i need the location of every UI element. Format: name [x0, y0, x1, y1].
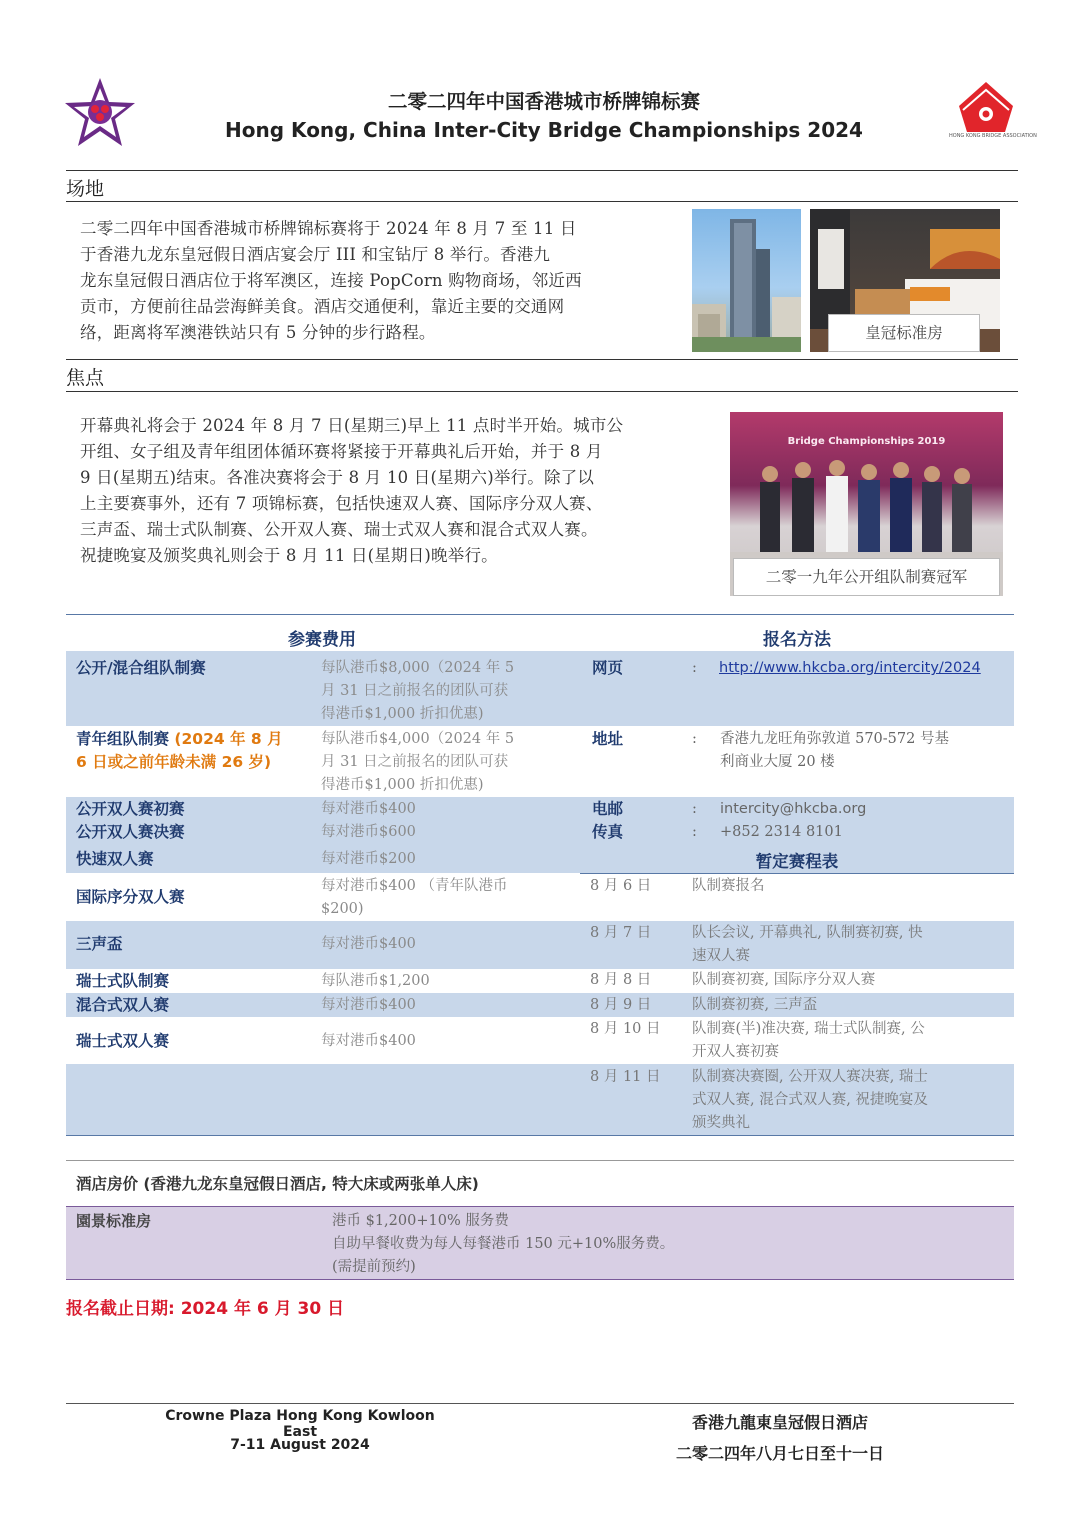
divider: [66, 1160, 1014, 1161]
focus-heading: 焦点: [66, 367, 105, 389]
fee-value-youth-team: 每队港币$4,000（2024 年 5 月 31 日之前报名的团队可获 得港币$1,000 折扣优惠): [321, 731, 515, 793]
fee-label-open-pairs-prelim: 公开双人赛初赛: [76, 800, 185, 818]
youth-age-note: (2024 年 8 月: [169, 730, 283, 748]
venue-text: 二零二四年中国香港城市桥牌锦标赛将于 2024 年 8 月 7 至 11 日 于香港九龙东皇冠假日酒店宴会厅 III 和宝钻厅 8 举行。香港九 龙东皇冠假日酒店位于将军澳区，连接 PopCorn 购物商场，邻近西 贡市，方便前往品尝海鲜美食。酒店交通便利，靠近主要的交通网 络，距离将军澳港铁站只有 5 分钟的步行路程。: [80, 219, 582, 342]
fee-value-mixed-pairs: 每对港币$400: [321, 997, 416, 1013]
hotel-room-price: 港币 $1,200+10% 服务费 自助早餐收费为每人每餐港币 150 元+10%服务费。 (需提前预约): [332, 1213, 675, 1275]
fee-label-mixed-pairs: 混合式双人赛: [76, 996, 170, 1014]
schedule-date: 8 月 7 日: [590, 925, 652, 941]
fee-label-swiss-pairs: 瑞士式双人赛: [76, 1032, 170, 1050]
divider: [66, 170, 1018, 171]
hotel-tower-photo: [692, 209, 801, 352]
registration-address: 香港九龙旺角弥敦道 570-572 号基 利商业大厦 20 楼: [720, 731, 949, 770]
venue-heading: 场地: [66, 178, 105, 200]
footer-venue-cn: 香港九龍東皇冠假日酒店: [691, 1413, 868, 1432]
footer-divider: [66, 1403, 1014, 1404]
schedule-date: 8 月 10 日: [590, 1021, 661, 1037]
association-logo-right: [949, 80, 1037, 146]
fee-label-speed-pairs: 快速双人赛: [76, 850, 154, 868]
divider: [66, 201, 1018, 202]
divider: [66, 614, 1014, 615]
schedule-heading: 暂定赛程表: [755, 852, 839, 871]
registration-sep: :: [692, 660, 697, 676]
association-logo-text: HONG KONG BRIDGE ASSOCIATION: [949, 133, 1037, 139]
fee-label-swiss-team: 瑞士式队制赛: [76, 972, 170, 990]
fee-label-open-pairs-final: 公开双人赛决赛: [76, 823, 185, 841]
schedule-date: 8 月 8 日: [590, 972, 652, 988]
schedule-events: 队长会议, 开幕典礼, 队制赛初赛, 快 速双人赛: [692, 925, 923, 964]
band: [66, 797, 1014, 845]
divider: [66, 359, 1018, 360]
title-en: Hong Kong, China Inter-City Bridge Championships 2024: [225, 118, 863, 142]
schedule-date: 8 月 6 日: [590, 878, 652, 894]
fee-value-butler-pairs: 每对港币$400 （青年队港币 $200): [321, 878, 508, 917]
registration-heading: 报名方法: [763, 630, 831, 650]
fee-value-swiss-team: 每队港币$1,200: [321, 973, 430, 989]
band: [66, 993, 1014, 1017]
divider: [66, 1135, 1014, 1136]
registration-deadline: 报名截止日期: 2024 年 6 月 30 日: [66, 1299, 345, 1319]
champions-photo-caption: 二零一九年公开组队制赛冠军: [733, 558, 1000, 596]
hotel-heading: 酒店房价 (香港九龙东皇冠假日酒店, 特大床或两张单人床): [76, 1175, 479, 1193]
schedule-date: 8 月 11 日: [590, 1069, 661, 1085]
fee-value-open-pairs-final: 每对港币$600: [321, 824, 416, 840]
hotel-room-label: 園景标准房: [76, 1212, 152, 1230]
youth-age-note: 6 日或之前年龄未满 26 岁): [76, 753, 272, 771]
registration-email[interactable]: intercity@hkcba.org: [720, 801, 867, 817]
registration-sep: :: [692, 801, 697, 817]
champions-photo-banner: Bridge Championships 2019: [787, 436, 946, 447]
room-photo-caption: 皇冠标准房: [828, 314, 980, 352]
registration-label-address: 地址: [592, 730, 624, 748]
fee-value-open-team: 每队港币$8,000（2024 年 5 月 31 日之前报名的团队可获 得港币$1,000 折扣优惠): [321, 660, 515, 722]
schedule-events: 队制赛报名: [692, 878, 765, 894]
fee-value-speed-pairs: 每对港币$200: [321, 851, 416, 867]
registration-web-link[interactable]: http://www.hkcba.org/intercity/2024: [719, 660, 981, 676]
fee-label-three-cup: 三声盃: [76, 935, 123, 953]
schedule-events: 队制赛决赛圈, 公开双人赛决赛, 瑞士 式双人赛, 混合式双人赛, 祝捷晚宴及 颁奖典礼: [692, 1069, 928, 1131]
schedule-divider: [580, 873, 1014, 874]
footer-dates-en: 7-11 August 2024: [230, 1437, 370, 1453]
title-cn: 二零二四年中国香港城市桥牌锦标赛: [387, 90, 700, 113]
registration-fax: +852 2314 8101: [720, 824, 843, 840]
schedule-date: 8 月 9 日: [590, 997, 652, 1013]
focus-text: 开幕典礼将会于 2024 年 8 月 7 日(星期三)早上 11 点时半开始。城市公 开组、女子组及青年组团体循环赛将紧接于开幕典礼后开始，并于 8 月 9 日(星期五)结束。各准决赛将会于 8 月 10 日(星期六)举行。除了以 上主要赛事外，还有 7 项锦标赛，包括快速双人赛、国际序分双人赛、 三声盃、瑞士式队制赛、公开双人赛、瑞士式双人赛和混合式双人赛。 祝捷晚宴及颁奖典礼则会于 8 月 11 日(星期日)晚举行。: [80, 416, 624, 565]
registration-sep: :: [692, 824, 697, 840]
fee-label-open-team: 公开/混合组队制赛: [76, 659, 206, 677]
fee-value-swiss-pairs: 每对港币$400: [321, 1033, 416, 1049]
footer-venue-en: Crowne Plaza Hong Kong Kowloon East: [165, 1408, 435, 1440]
fee-value-three-cup: 每对港币$400: [321, 936, 416, 952]
schedule-events: 队制赛(半)准决赛, 瑞士式队制赛, 公 开双人赛初赛: [692, 1021, 925, 1060]
fee-label-butler-pairs: 国际序分双人赛: [76, 888, 185, 906]
fee-value-open-pairs-prelim: 每对港币$400: [321, 801, 416, 817]
footer-dates-cn: 二零二四年八月七日至十一日: [675, 1444, 884, 1463]
schedule-events: 队制赛初赛, 三声盃: [692, 997, 818, 1013]
registration-label-fax: 传真: [592, 823, 624, 841]
schedule-events: 队制赛初赛, 国际序分双人赛: [692, 972, 876, 988]
registration-sep: :: [692, 731, 697, 747]
fee-label-youth-team: 青年组队制赛 (2024 年 8 月 6 日或之前年龄未满 26 岁): [76, 730, 283, 771]
fees-heading: 参赛费用: [288, 630, 356, 650]
registration-label-web: 网页: [592, 659, 624, 677]
divider: [66, 391, 1018, 392]
registration-label-email: 电邮: [592, 800, 624, 818]
